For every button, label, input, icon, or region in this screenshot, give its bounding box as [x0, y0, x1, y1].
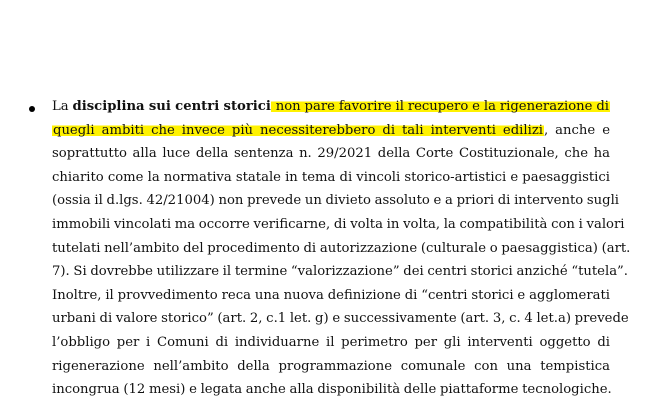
highlighted-text-1: non pare favorire il recupero e la rigenerazione di [271, 99, 610, 114]
paragraph-line-11: l’obbligo per i Comuni di individuarne il perimetro per gli interventi oggetto di [52, 334, 610, 350]
bullet-icon [29, 106, 35, 112]
bold-phrase: disciplina sui centri storici [72, 99, 271, 114]
bullet-paragraph [52, 95, 631, 402]
paragraph-line-1 [52, 95, 610, 119]
paragraph-line-13: incongrua (12 mesi) e legata anche alla disponibilità delle piattaforme tecnologiche. [52, 382, 612, 398]
paragraph-line-5: (ossia il d.lgs. 42/21004) non prevede un divieto assoluto e a priori di intervento sugli [52, 193, 620, 209]
paragraph-line-12: rigenerazione nell’ambito della programmazione comunale con una tempistica [52, 358, 610, 374]
highlighted-text-2: quegli ambiti che invece più necessiterebbero di tali interventi edilizi [53, 122, 544, 138]
lead-word: La [52, 99, 73, 114]
paragraph-line-3: soprattutto alla luce della sentenza n. 29/2021 della Corte Costituzionale, che ha [52, 146, 610, 162]
line-2-rest: , anche e [544, 122, 610, 138]
paragraph-line-8: 7). Si dovrebbe utilizzare il termine “valorizzazione” dei centri storici anziché “tutela”. [52, 264, 628, 280]
paragraph-line-10: urbani di valore storico” (art. 2, c.1 let. g) e successivamente (art. 3, c. 4 let.a) prevede [52, 311, 629, 327]
paragraph-line-7: tutelati nell’ambito del procedimento di autorizzazione (culturale o paesaggistica) (art. [52, 240, 631, 256]
paragraph-line-6: immobili vincolati ma occorre verificarne, di volta in volta, la compatibilità con i valori [52, 216, 625, 232]
paragraph-line-2 [52, 119, 610, 143]
paragraph-line-9: Inoltre, il provvedimento reca una nuova definizione di “centri storici e agglomerati [52, 287, 610, 303]
paragraph-line-4: chiarito come la normativa statale in tema di vincoli storico-artistici e paesaggistici [52, 169, 610, 185]
